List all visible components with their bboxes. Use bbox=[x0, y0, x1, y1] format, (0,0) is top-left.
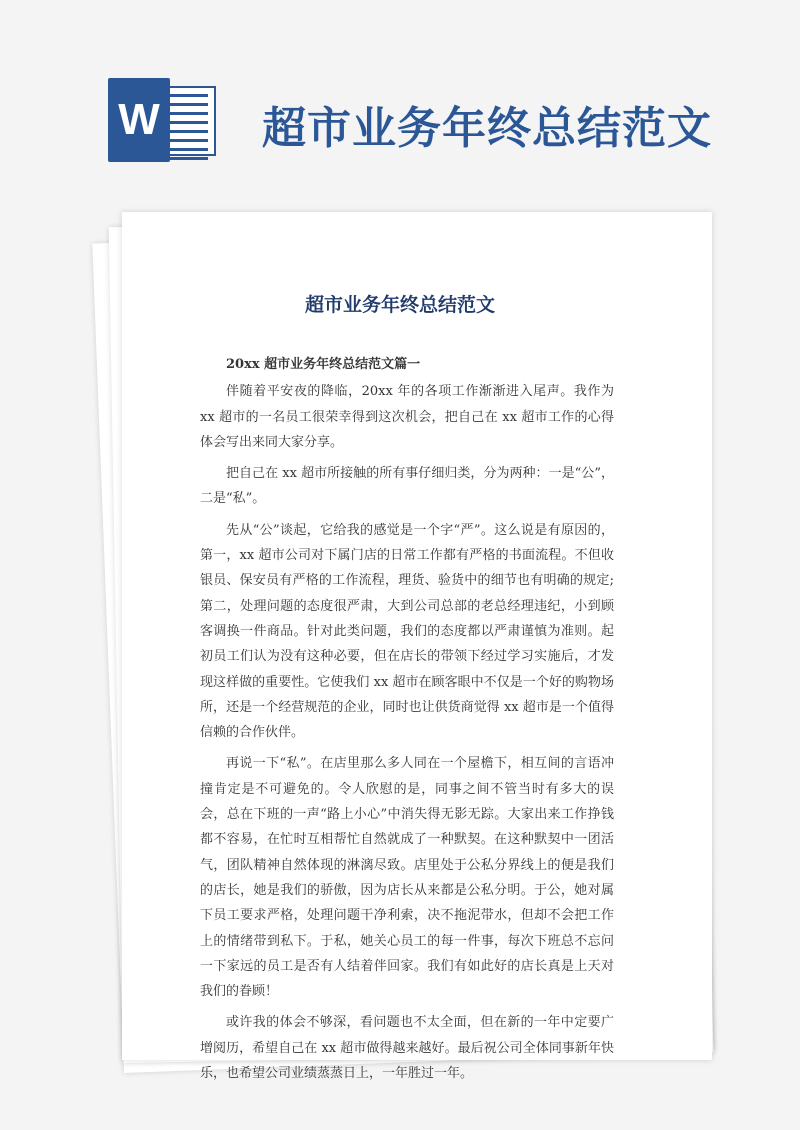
logo-letter: W bbox=[108, 78, 170, 162]
header-title: 超市业务年终总结范文 bbox=[262, 103, 712, 154]
document-body bbox=[200, 352, 614, 1092]
section-heading: 20xx 超市业务年终总结范文篇一 bbox=[226, 357, 421, 372]
paragraph: 伴随着平安夜的降临，20xx 年的各项工作渐渐进入尾声。我作为 xx 超市的一名员工很荣幸得到这次机会，把自己在 xx 超市工作的心得体会写出来同大家分享。 bbox=[200, 384, 614, 450]
paragraph: 先从“公”谈起，它给我的感觉是一个字“严”。这么说是有原因的，第一，xx 超市公司对下属门店的日常工作都有严格的书面流程。不但收银员、保安员有严格的工作流程，理货、验货中的细节也有明确的规定; 第二，处理问题的态度很严肃，大到公司总部的老总经理违纪，小到顾客调换一件商品。针对此类问题，我们的态度都以严肃谨慎为准则。起初员工们认为没有这种必要，但在店长的带领下经过学习实施后，才发现这样做的重要性。它使我们 xx 超市在顾客眼中不仅是一个好的购物场所，还是一个经营规范的企业，同时也让供货商觉得 xx 超市是一个值得信赖的合作伙伴。 bbox=[200, 522, 614, 741]
paragraph: 把自己在 xx 超市所接触的所有事仔细归类，分为两种：一是“公”，二是“私”。 bbox=[200, 466, 614, 507]
document-title: 超市业务年终总结范文 bbox=[304, 294, 495, 316]
paragraph: 再说一下“私”。在店里那么多人同在一个屋檐下，相互间的言语冲撞肯定是不可避免的。令人欣慰的是，同事之间不管当时有多大的误会，总在下班的一声“路上小心”中消失得无影无踪。大家出来工作挣钱都不容易，在忙时互相帮忙自然就成了一种默契。在这种默契中一团活气，团队精神自然体现的淋漓尽致。店里处于公私分界线上的便是我们的店长，她是我们的骄傲，因为店长从来都是公私分明。于公，她对属下员工要求严格，处理问题干净利索，决不拖泥带水，但却不会把工作上的情绪带到私下。于私，她关心员工的每一件事，每次下班总不忘问一下家远的员工是否有人结着伴回家。我们有如此好的店长真是上天对我们的眷顾！ bbox=[200, 756, 614, 1000]
paragraph: 或许我的体会不够深，看问题也不太全面，但在新的一年中定要广增阅历，希望自己在 xx 超市做得越来越好。最后祝公司全体同事新年快乐，也希望公司业绩蒸蒸日上，一年胜过一年。 bbox=[200, 1015, 614, 1082]
word-logo-icon bbox=[108, 78, 218, 162]
